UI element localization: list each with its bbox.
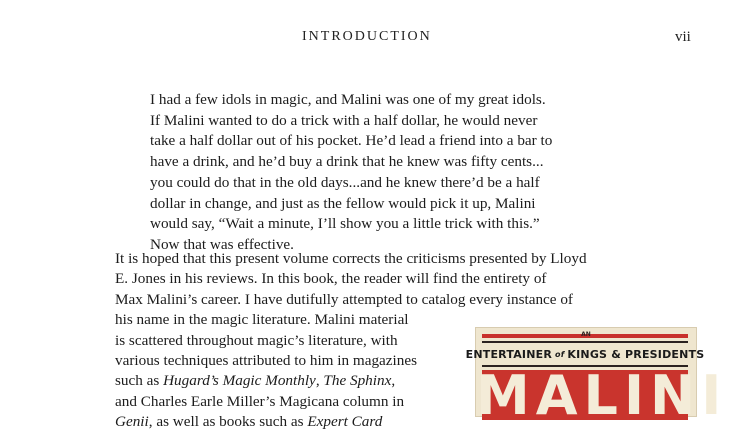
poster-image	[465, 328, 728, 427]
text-run: such as	[115, 372, 164, 390]
block-quote	[150, 90, 636, 256]
italic-title: Genii	[115, 413, 149, 431]
body-line: and Charles Earle Miller’s Magicana column in	[115, 392, 405, 410]
italic-title: The Sphinx	[323, 372, 392, 390]
poster-an-text: AN	[581, 331, 591, 338]
italic-title: Hugard’s Magic Monthly	[163, 372, 316, 390]
poster-banner-of: of	[555, 349, 565, 359]
text-run: , as well as books such as	[148, 413, 308, 431]
quote-line: take a half dollar out of his pocket. He’d lead a friend into a bar to	[150, 132, 553, 150]
quote-line: have a drink, and he’d buy a drink that he knew was fifty cents...	[150, 153, 544, 171]
quote-line: Now that was effective.	[150, 235, 294, 253]
body-line: Max Malini’s career. I have dutifully attempted to catalog every instance of	[115, 290, 573, 308]
page-number: vii	[675, 29, 691, 45]
quote-line: dollar in change, and just as the fellow would pick it up, Malini	[150, 194, 536, 212]
quote-line: would say, “Wait a minute, I’ll show you a little trick with this.”	[150, 215, 540, 233]
body-line: It is hoped that this present volume corrects the criticisms presented by Lloyd	[115, 250, 587, 267]
text-run: ,	[315, 372, 324, 390]
italic-title: Expert Card	[307, 413, 383, 431]
body-line: E. Jones in his reviews. In this book, the reader will find the entirety of	[115, 270, 547, 288]
quote-line: I had a few idols in magic, and Malini was one of my great idols.	[150, 91, 546, 108]
body-line: his name in the magic literature. Malini material	[115, 311, 409, 329]
body-line: various techniques attributed to him in magazines	[115, 352, 417, 370]
running-head: INTRODUCTION	[302, 29, 432, 44]
poster-banner-text: ENTERTAINER	[465, 347, 553, 361]
poster-banner-text: KINGS & PRESIDENTS	[567, 347, 705, 361]
quote-line: you could do that in the old days...and he knew there’d be a half	[150, 173, 540, 191]
body-line: is scattered throughout magic’s literature, with	[115, 331, 398, 349]
text-run: ,	[391, 372, 396, 390]
quote-line: If Malini wanted to do a trick with a half dollar, he would never	[150, 111, 538, 129]
poster-title: MALINI	[476, 364, 728, 427]
